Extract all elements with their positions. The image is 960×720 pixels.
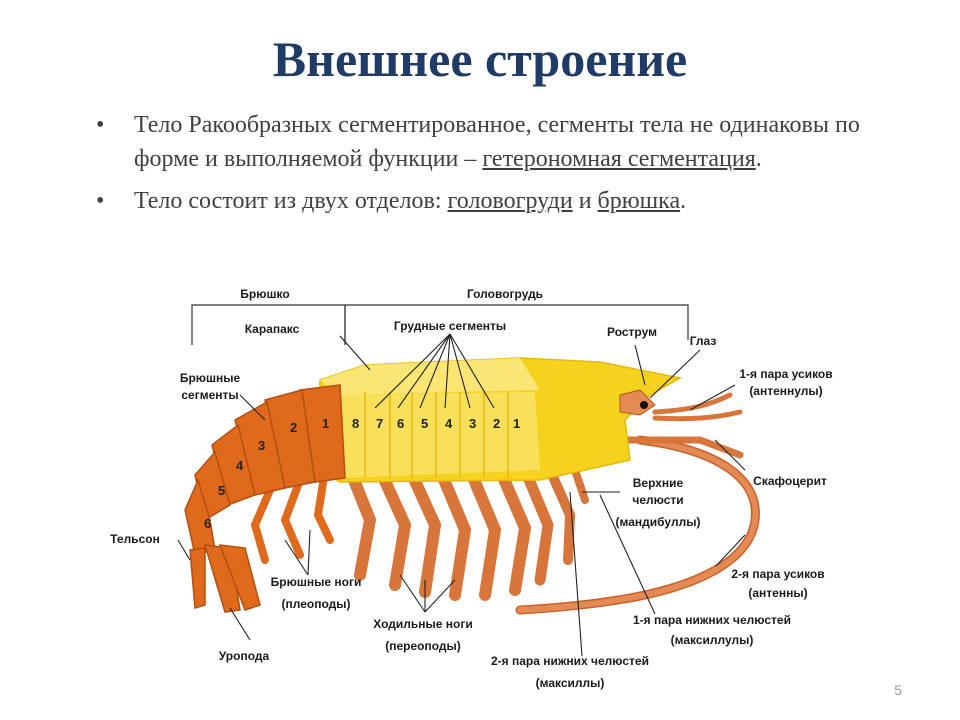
label-maxillae-1: 2-я пара нижних челюстей bbox=[491, 654, 649, 668]
slide-title: Внешнее строение bbox=[272, 31, 688, 87]
label-telson: Тельсон bbox=[110, 532, 160, 546]
label-maxillules-2: (максиллулы) bbox=[670, 633, 754, 647]
abdominal-number: 4 bbox=[236, 458, 244, 473]
bullet-text: и bbox=[572, 188, 598, 214]
bullet-text: Тело Ракообразных сегментированное, сегменты тела не одинаковы по форме и выполняемой функции – bbox=[134, 112, 860, 172]
thoracic-number: 5 bbox=[421, 416, 429, 431]
page-number: 5 bbox=[894, 682, 902, 698]
abdominal-number: 6 bbox=[204, 516, 212, 531]
label-abdominal-segments-1: Брюшные bbox=[179, 371, 241, 385]
thoracic-number: 3 bbox=[469, 416, 477, 431]
label-antennules-1: 1-я пара усиков bbox=[739, 367, 833, 381]
label-carapace: Карапакс bbox=[244, 322, 300, 336]
thoracic-number: 2 bbox=[493, 416, 501, 431]
term-heteronomous-segmentation: гетерономная сегментация bbox=[482, 146, 756, 172]
label-antennae-2: (антенны) bbox=[748, 586, 808, 600]
walking-legs bbox=[350, 470, 585, 595]
thoracic-number: 8 bbox=[352, 416, 360, 431]
bullet-text: . bbox=[755, 146, 762, 172]
thoracic-number: 1 bbox=[513, 416, 521, 431]
label-mandibles-1: Верхние bbox=[632, 476, 684, 490]
term-cephalothorax: головогруди bbox=[447, 188, 573, 214]
label-pleopods-2: (плеоподы) bbox=[281, 597, 351, 611]
label-mandibles-3: (мандибуллы) bbox=[615, 515, 701, 529]
abdominal-number: 3 bbox=[258, 438, 266, 453]
abdominal-number: 5 bbox=[218, 483, 226, 498]
thoracic-number: 6 bbox=[397, 416, 405, 431]
bullet-text: . bbox=[680, 188, 687, 214]
label-thoracic-segments: Грудные сегменты bbox=[393, 319, 507, 333]
label-abdominal-segments-2: сегменты bbox=[181, 388, 239, 402]
bullet-marker: • bbox=[96, 188, 105, 214]
label-uropod: Уропода bbox=[218, 649, 270, 663]
label-pereopods-2: (переоподы) bbox=[385, 639, 461, 653]
label-cephalothorax: Головогрудь bbox=[466, 287, 544, 301]
label-maxillae-2: (максиллы) bbox=[535, 676, 605, 690]
thoracic-number: 4 bbox=[445, 416, 453, 431]
label-pleopods-1: Брюшные ноги bbox=[270, 575, 362, 589]
label-abdomen: Брюшко bbox=[240, 287, 290, 301]
label-pereopods-1: Ходильные ноги bbox=[373, 617, 473, 631]
bullet-marker: • bbox=[96, 112, 105, 138]
label-rostrum: Рострум bbox=[607, 325, 657, 339]
label-scaphocerite: Скафоцерит bbox=[753, 474, 827, 488]
label-eye: Глаз bbox=[689, 334, 717, 348]
bullet-text: Тело состоит из двух отделов: bbox=[134, 188, 448, 214]
abdominal-number: 2 bbox=[290, 420, 298, 435]
label-mandibles-2: челюсти bbox=[632, 493, 684, 507]
label-antennae-1: 2-я пара усиков bbox=[731, 567, 825, 581]
thoracic-number: 7 bbox=[376, 416, 384, 431]
abdominal-number: 1 bbox=[322, 416, 330, 431]
label-antennules-2: (антеннулы) bbox=[749, 384, 823, 398]
term-abdomen: брюшка bbox=[597, 188, 681, 214]
label-maxillules-1: 1-я пара нижних челюстей bbox=[633, 613, 791, 627]
